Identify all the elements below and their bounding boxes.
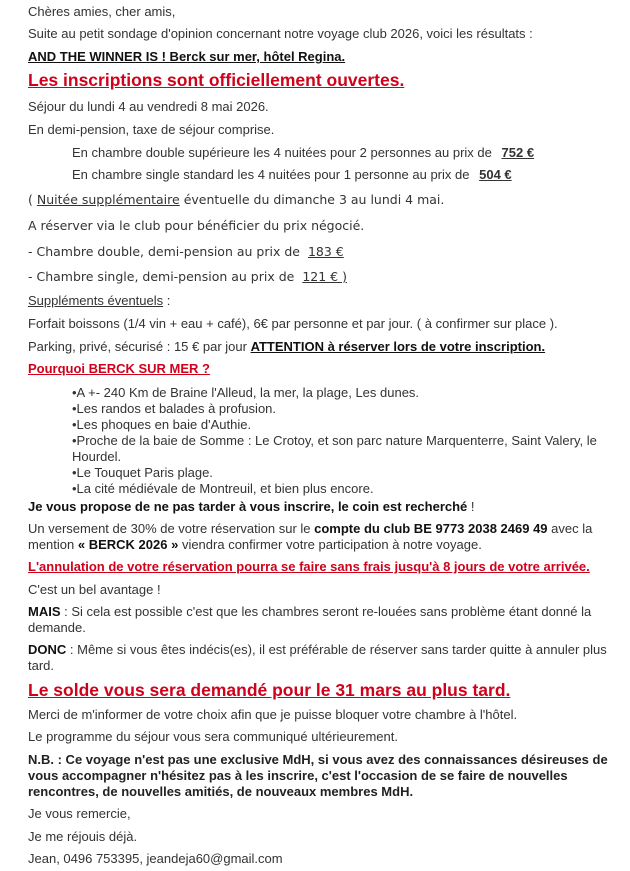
deposit-text-1: Un versement de 30% de votre réservation sur le <box>28 521 315 536</box>
nb-note: N.B. : Ce voyage n'est pas une exclusive MdH, si vous avez des connaissances désireuses de vous accompagner n'hésitez pas à les inscrire, c'est l'occasion de se faire de nouvelles rencontres, de nouvelles amitiés, de nouveaux membres MdH. <box>28 752 608 799</box>
list-item: •Proche de la baie de Somme : Le Crotoy, et son parc nature Marquenterre, Saint Valery, le Hourdel. <box>72 433 597 464</box>
extra-night-label: Nuitée supplémentaire <box>36 192 180 207</box>
parking-line <box>28 339 608 355</box>
supplements-colon: : <box>163 293 171 308</box>
parking-text: Parking, privé, sécurisé : 15 € par jour <box>28 339 251 354</box>
single-room-text: En chambre single standard les 4 nuitées pour 1 personne au prix de <box>72 167 470 182</box>
thanks: Je vous remercie, <box>28 806 131 821</box>
registrations-open-heading: Les inscriptions sont officiellement ouvertes. <box>28 70 405 90</box>
supplements-title-line <box>28 293 608 309</box>
extra-single-line <box>28 269 608 285</box>
deposit-paragraph <box>28 521 608 553</box>
balance-due-heading: Le solde vous sera demandé pour le 31 mars au plus tard. <box>28 680 511 700</box>
book-via-club: A réserver via le club pour bénéficier du prix négocié. <box>28 218 365 233</box>
extra-single-price: 121 € ) <box>302 269 347 284</box>
extra-double-price: 183 € <box>307 244 344 259</box>
inform-note: Merci de m'informer de votre choix afin que je puisse bloquer votre chambre à l'hôtel. <box>28 707 518 722</box>
list-item: •Les randos et balades à profusion. <box>72 401 277 416</box>
single-room-price: 504 € <box>479 167 512 182</box>
parking-attention: ATTENTION à réserver lors de votre inscription. <box>250 339 546 354</box>
stay-dates: Séjour du lundi 4 au vendredi 8 mai 2026. <box>28 99 269 114</box>
extra-night-paren: ( <box>28 192 37 207</box>
why-berck-title: Pourquoi BERCK SUR MER ? <box>28 361 210 376</box>
single-room-line <box>72 167 608 183</box>
mais-paragraph <box>28 604 608 636</box>
drinks-package: Forfait boissons (1/4 vin + eau + café), 6€ par personne et par jour. ( à confirmer sur place ). <box>28 316 558 331</box>
list-item: •Le Touquet Paris plage. <box>72 465 213 480</box>
double-room-line <box>72 145 608 161</box>
advantage-note: C'est un bel avantage ! <box>28 582 161 597</box>
donc-paragraph <box>28 642 608 674</box>
extra-night-text: éventuelle du dimanche 3 au lundi 4 mai. <box>179 192 445 207</box>
winner-announcement: AND THE WINNER IS ! Berck sur mer, hôtel Regina. <box>28 49 346 64</box>
club-account: compte du club BE 9773 2038 2469 49 <box>314 521 548 536</box>
double-room-price: 752 € <box>501 145 535 160</box>
half-board-note: En demi-pension, taxe de séjour comprise. <box>28 122 275 137</box>
propose-text: Je vous propose de ne pas tarder à vous inscrire, le coin est recherché <box>28 499 468 514</box>
mais-text: : Si cela est possible c'est que les chambres seront re-louées sans problème étant donné la demande. <box>28 604 592 635</box>
list-item: •Les phoques en baie d'Authie. <box>72 417 252 432</box>
intro-text: Suite au petit sondage d'opinion concernant notre voyage club 2026, voici les résultats : <box>28 26 533 41</box>
donc-text: : Même si vous êtes indécis(es), il est préférable de réserver sans tarder quitte à annuler plus tard. <box>28 642 607 673</box>
program-note: Le programme du séjour vous sera communiqué ultérieurement. <box>28 729 398 744</box>
greeting: Chères amies, cher amis, <box>28 4 176 19</box>
supplements-title: Suppléments éventuels <box>28 293 164 308</box>
deposit-text-3: viendra confirmer votre participation à notre voyage. <box>178 537 482 552</box>
cancellation-policy: L'annulation de votre réservation pourra se faire sans frais jusqu'à 8 jours de votre arrivée. <box>28 559 590 574</box>
list-item: •La cité médiévale de Montreuil, et bien plus encore. <box>72 481 374 496</box>
extra-single-text: - Chambre single, demi-pension au prix de <box>28 269 295 284</box>
mais-label: MAIS <box>28 604 61 619</box>
extra-night-line <box>28 192 608 208</box>
propose-line <box>28 499 608 515</box>
deposit-mention: « BERCK 2026 » <box>77 537 179 552</box>
list-item: •A +- 240 Km de Braine l'Alleud, la mer, la plage, Les dunes. <box>72 385 420 400</box>
reasons-list <box>72 385 610 497</box>
extra-double-text: - Chambre double, demi-pension au prix de <box>28 244 300 259</box>
donc-label: DONC <box>28 642 67 657</box>
propose-end: ! <box>467 499 475 514</box>
extra-double-line <box>28 244 608 260</box>
rejoice: Je me réjouis déjà. <box>28 829 138 844</box>
double-room-text: En chambre double supérieure les 4 nuitées pour 2 personnes au prix de <box>72 145 492 160</box>
signature: Jean, 0496 753395, jeandeja60@gmail.com <box>28 851 283 866</box>
deposit-text-2: avec la mention <box>28 521 593 552</box>
